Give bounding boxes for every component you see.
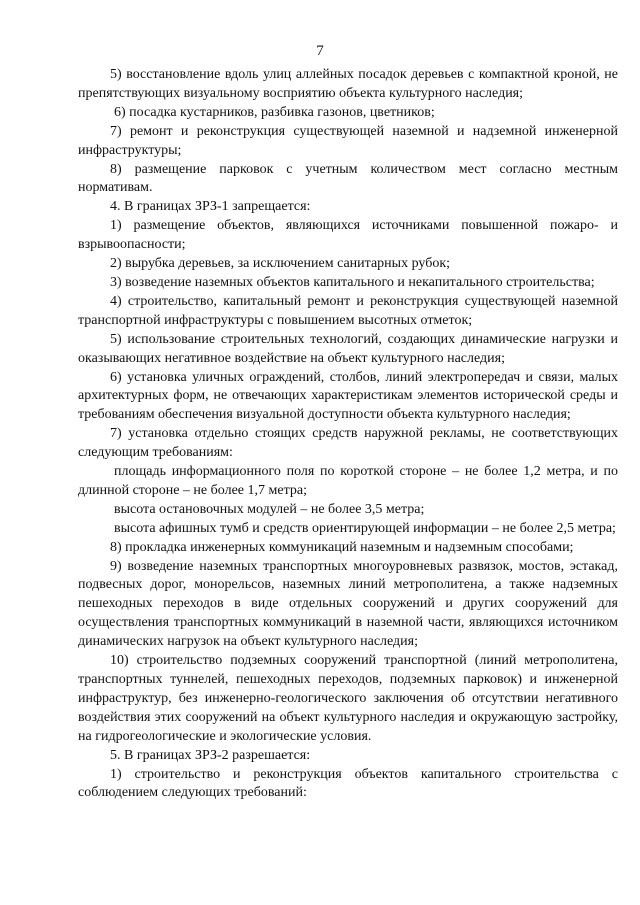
paragraph: высота остановочных модулей – не более 3,5 метра;: [114, 501, 425, 517]
paragraph: 5) использование строительных технологий, создающих динамические нагрузки и оказывающих негативное воздействие на объект культурного наследия;: [78, 331, 618, 366]
paragraph: 4) строительство, капитальный ремонт и реконструкция существующей наземной транспортной инфраструктуры с повышением высотных отметок;: [78, 293, 618, 328]
paragraph: 9) возведение наземных транспортных многоуровневых развязок, мостов, эстакад, подвесных дорог, монорельсов, наземных линий метрополитена, а также надземных пешеходных переходов в виде отдельных сооружений и других сооружений для осуществления транспортных коммуникаций в наземной части, являющихся источником динамических нагрузок на объект культурного наследия;: [78, 558, 618, 650]
paragraph: 1) размещение объектов, являющихся источниками повышенной пожаро- и взрывоопасности;: [78, 218, 618, 253]
section-heading: 5. В границах ЗРЗ-2 разрешается:: [110, 747, 311, 763]
document-body: [78, 66, 618, 803]
paragraph: 5) восстановление вдоль улиц аллейных посадок деревьев с компактной кроной, не препятствующих визуальному восприятию объекта культурного наследия;: [78, 67, 618, 101]
paragraph: 8) размещение парковок с учетным количеством мест согласно местным нормативам.: [78, 161, 618, 196]
paragraph: 3) возведение наземных объектов капитального и некапитального строительства;: [110, 274, 595, 290]
paragraph: площадь информационного поля по короткой стороне – не более 1,2 метра, и по длинной стороне – не более 1,7 метра;: [78, 464, 618, 498]
paragraph: 8) прокладка инженерных коммуникаций наземным и надземным способами;: [110, 539, 574, 555]
paragraph: 7) ремонт и реконструкция существующей наземной и надземной инженерной инфраструктуры;: [78, 123, 618, 158]
page-number: 7: [316, 43, 324, 59]
paragraph: 6) установка уличных ограждений, столбов, линий электропередач и связи, малых архитектурных форм, не отвечающих характеристикам элементов исторической среды и требованиям обеспечения визуальной доступности объекта культурного наследия;: [78, 369, 618, 423]
paragraph: высота афишных тумб и средств ориентирующей информации – не более 2,5 метра;: [114, 520, 616, 536]
section-heading: 4. В границах ЗРЗ-1 запрещается:: [110, 199, 311, 215]
paragraph: 1) строительство и реконструкция объектов капитального строительства с соблюдением следующих требований:: [78, 766, 618, 801]
paragraph: 6) посадка кустарников, разбивка газонов, цветников;: [114, 104, 435, 120]
paragraph: 7) установка отдельно стоящих средств наружной рекламы, не соответствующих следующим требованиям:: [78, 426, 618, 461]
paragraph: 2) вырубка деревьев, за исключением санитарных рубок;: [110, 256, 451, 272]
paragraph: 10) строительство подземных сооружений транспортной (линий метрополитена, транспортных туннелей, пешеходных переходов, подземных парковок) и инженерной инфраструктур, без инженерно-геологического заключения об отсутствии негативного воздействия этих сооружений на объект культурного наследия и окружающую застройку, на гидрогеологические и экологические условия.: [78, 653, 618, 744]
